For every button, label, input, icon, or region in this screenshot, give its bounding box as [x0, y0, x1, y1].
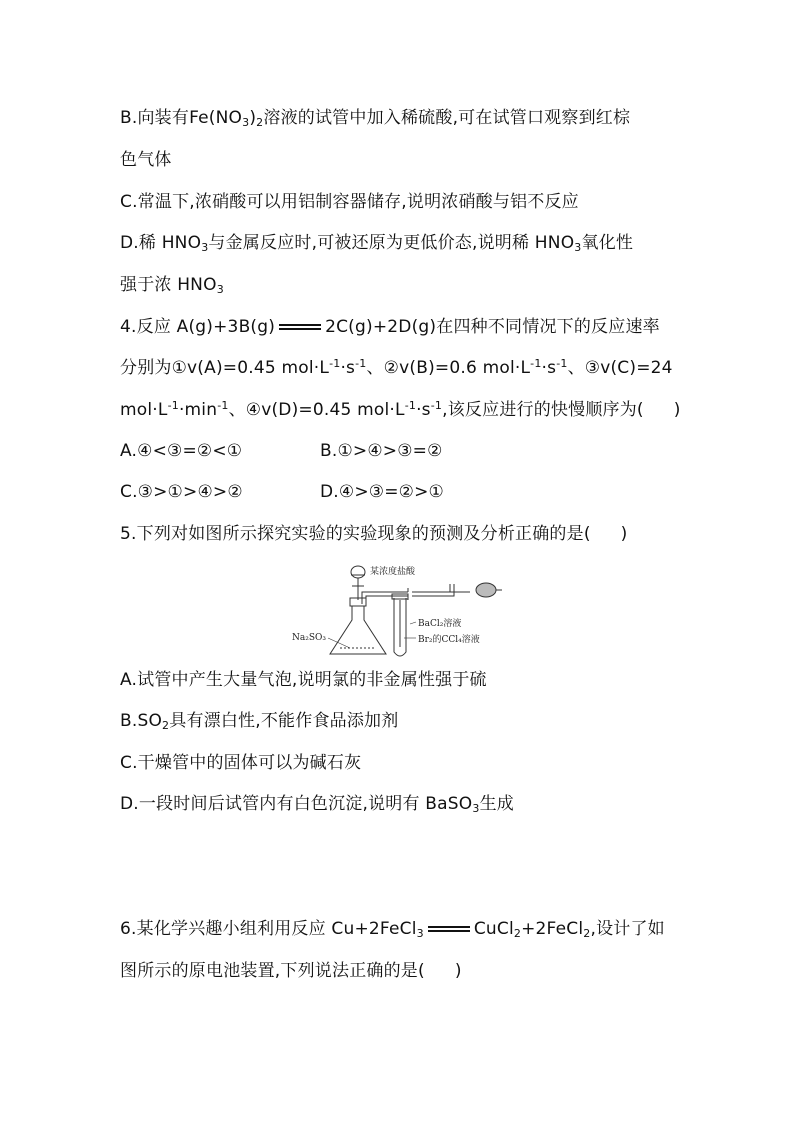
q4-stem-line2: 分别为①v(A)=0.45 $mol\cdot L^{-1}\cdot s^{-1}$、②v(B)=0.6 $mol\cdot L^{-1}\cdot s^{-1}$、③v(C)=24 [120, 357, 673, 378]
q5-stem: 5.下列对如图所示探究实验的实验现象的预测及分析正确的是( ) [120, 524, 628, 544]
q5-option-d[interactable]: D.一段时间后试管内有白色沉淀,说明有 BaSO$_3$生成 [120, 794, 514, 815]
label-na2so3: Na₂SO₃ [292, 633, 327, 643]
apparatus-figure [290, 562, 530, 662]
q4-stem-line1: 4.反应 A(g)+3B(g) 2C(g)+2D(g)在四种不同情况下的反应速率 [120, 317, 660, 337]
equals-sign-icon [279, 323, 321, 331]
q4-option-a[interactable]: A.④<③=②<① [120, 441, 243, 461]
q5-option-c[interactable]: C.干燥管中的固体可以为碱石灰 [120, 753, 362, 773]
q6-stem-line2: 图所示的原电池装置,下列说法正确的是( ) [120, 961, 462, 981]
q3-option-b-line1: B.向装有$Fe(NO_3)_2$溶液的试管中加入稀硫酸,可在试管口观察到红棕 [120, 108, 631, 129]
label-br2-ccl4: Br₂的CCl₄溶液 [418, 635, 480, 645]
separatory-funnel-icon [351, 566, 365, 600]
label-bacl2: BaCl₂溶液 [418, 619, 462, 629]
q3-option-c: C.常温下,浓硝酸可以用铝制容器储存,说明浓硝酸与铝不反应 [120, 192, 579, 212]
label-hydrochloric-acid: 某浓度盐酸 [370, 567, 416, 577]
q5-option-b[interactable]: $B.SO_2$具有漂白性,不能作食品添加剂 [120, 711, 399, 732]
q4-option-b[interactable]: B.①>④>③=② [320, 441, 443, 461]
drying-tube-icon [430, 583, 502, 597]
equals-sign-icon [428, 925, 470, 933]
test-tube-icon [392, 594, 408, 656]
q4-option-d[interactable]: D.④>③=②>① [320, 482, 444, 502]
q4-stem-line3: $mol\cdot L^{-1}\cdot\min^{-1}$、④v(D)=0.45 $mol\cdot L^{-1}\cdot s^{-1}$,该反应进行的快慢顺序为( ) [120, 399, 681, 420]
q4-option-c[interactable]: C.③>①>④>② [120, 482, 243, 502]
q5-option-a[interactable]: A.试管中产生大量气泡,说明氯的非金属性强于硫 [120, 670, 487, 690]
q6-stem-line1: 6.某化学兴趣小组利用反应 Cu+2FeCl$_3$ CuCl$_2$+2FeCl$_2$,设计了如 [120, 919, 665, 940]
q3-option-d-line2: 强于浓 $HNO_3$ [120, 275, 224, 296]
q3-option-d-line1: D.稀 $HNO_3$与金属反应时,可被还原为更低价态,说明稀 $HNO_3$氧化性 [120, 233, 634, 254]
conical-flask-icon [330, 598, 386, 654]
q3-option-b-line2: 色气体 [120, 150, 172, 170]
